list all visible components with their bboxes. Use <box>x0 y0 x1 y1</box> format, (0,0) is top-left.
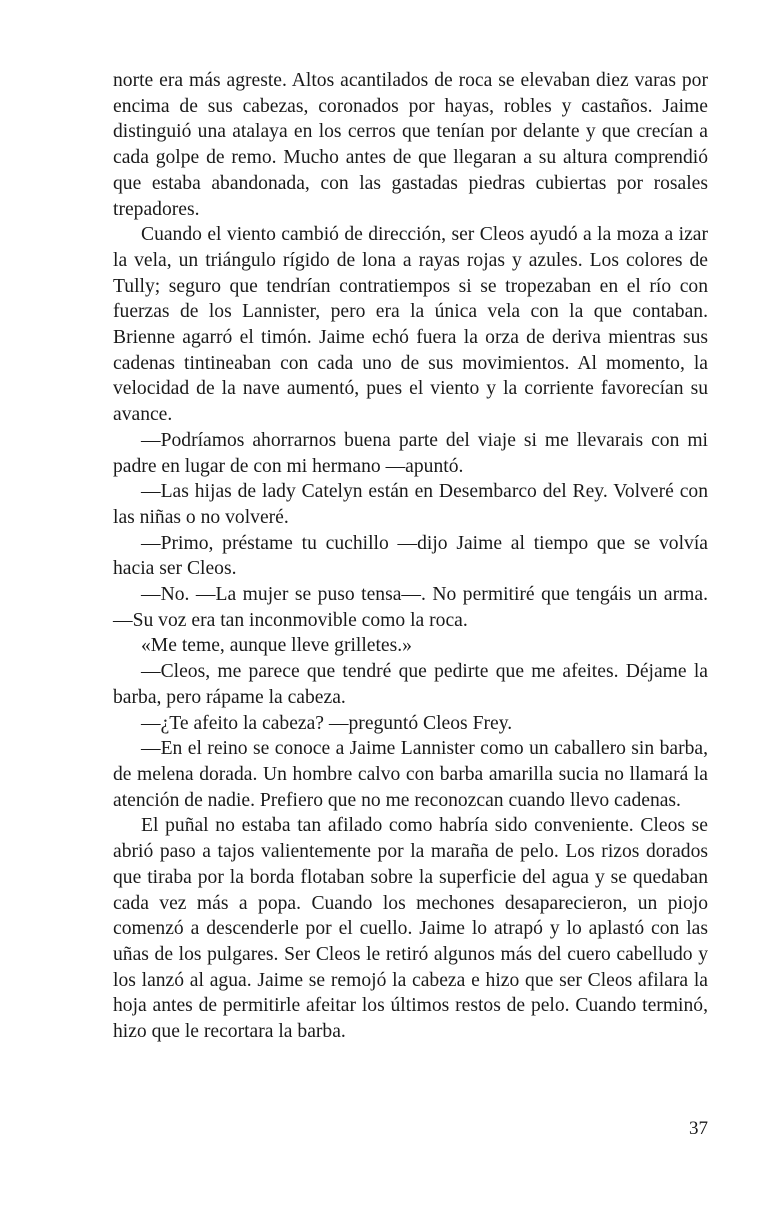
paragraph-wind-sail: Cuando el viento cambió de dirección, ser Cleos ayudó a la moza a izar la vela, un triángulo rígido de lona a rayas rojas y azules. Los colores de Tully; seguro que tendrían contratiempos si se tropezaban en el río con fuerzas de los Lannister, pero era la única vela con la que contaban. Brienne agarró el timón. Jaime echó fuera la orza de deriva mientras sus cadenas tintineaban con cada uno de sus movimientos. Al momento, la velocidad de la nave aumentó, pues el viento y la corriente favorecían su avance. <box>113 224 708 426</box>
dialogue-line: —Las hijas de lady Catelyn están en Desembarco del Rey. Volveré con las niñas o no volveré. <box>113 481 708 528</box>
dialogue-line: —No. —La mujer se puso tensa—. No permitiré que tengáis un arma. —Su voz era tan inconmovible como la roca. <box>113 584 708 631</box>
dialogue-line: —En el reino se conoce a Jaime Lannister como un caballero sin barba, de melena dorada. Un hombre calvo con barba amarilla sucia no llamará la atención de nadie. Prefiero que no me reconozcan cuando llevo cadenas. <box>113 738 708 811</box>
inner-thought: «Me teme, aunque lleve grilletes.» <box>141 635 412 657</box>
dialogue-line: —Podríamos ahorrarnos buena parte del viaje si me llevarais con mi padre en lugar de con mi hermano —apuntó. <box>113 429 708 477</box>
dialogue-line: —Cleos, me parece que tendré que pedirte que me afeites. Déjame la barba, pero rápame la cabeza. <box>113 661 708 708</box>
page-number: 37 <box>689 1118 708 1139</box>
book-page-body <box>113 68 708 1045</box>
paragraph-shaving: El puñal no estaba tan afilado como habría sido conveniente. Cleos se abrió paso a tajos valientemente por la maraña de pelo. Los rizos dorados que tiraba por la borda flotaban sobre la superficie del agua y se quedaban cada vez más a popa. Cuando los mechones desaparecieron, un piojo comenzó a descenderle por el cuello. Jaime lo atrapó y lo aplastó con las uñas de los pulgares. Ser Cleos le retiró algunos más del cuero cabelludo y los lanzó al agua. Jaime se remojó la cabeza e hizo que ser Cleos afilara la hoja antes de permitirle afeitar los últimos restos de pelo. Cuando terminó, hizo que le recortara la barba. <box>113 815 708 1043</box>
dialogue-line: —Primo, préstame tu cuchillo —dijo Jaime al tiempo que se volvía hacia ser Cleos. <box>113 532 708 580</box>
dialogue-line: —¿Te afeito la cabeza? —preguntó Cleos Frey. <box>141 712 513 734</box>
paragraph-continued: norte era más agreste. Altos acantilados de roca se elevaban diez varas por encima de sus cabezas, coronados por hayas, robles y castaños. Jaime distinguió una atalaya en los cerros que tenían por delante y que crecían a cada golpe de remo. Mucho antes de que llegaran a su altura comprendió que estaba abandonada, con las gastadas piedras cubiertas por rosales trepadores. <box>113 70 708 220</box>
